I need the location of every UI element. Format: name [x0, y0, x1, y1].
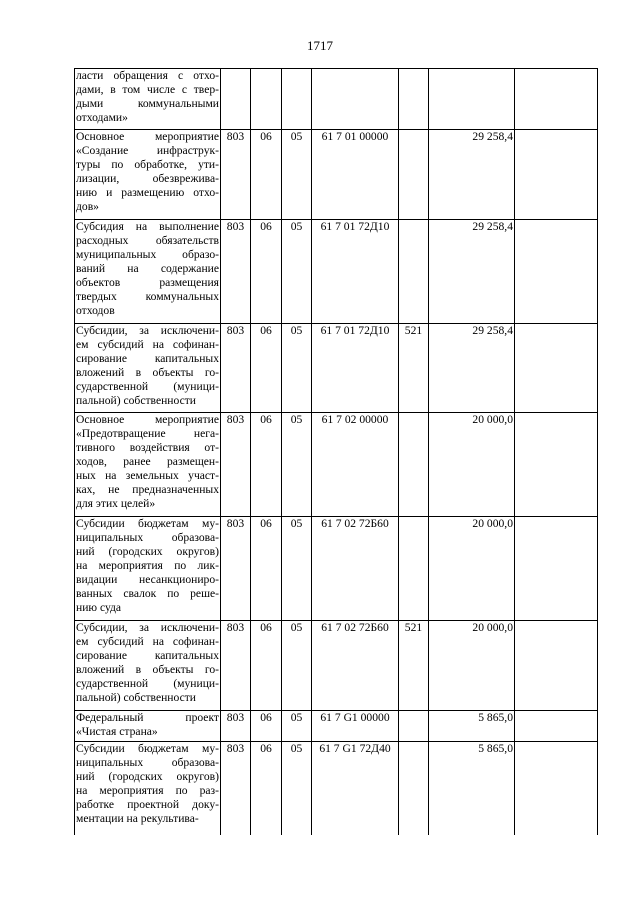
row-name-line: «Предотвращение нега- [76, 427, 219, 440]
row-name-line: ласти обращения с отхо- [76, 69, 219, 82]
row-name-line: отходами» [76, 111, 128, 124]
budget-table [74, 68, 598, 835]
section-code-cell: 06 [251, 130, 282, 220]
row-name-cell [75, 130, 221, 220]
amount-cell: 29 258,4 [429, 220, 515, 324]
page-number: 1717 [307, 38, 333, 53]
target-article-cell: 61 7 02 72Б60 [312, 517, 399, 621]
target-article-cell: 61 7 01 72Д10 [312, 324, 399, 413]
ministry-code-cell: 803 [221, 413, 251, 517]
target-article-cell [312, 69, 399, 130]
section-code-cell: 06 [251, 711, 282, 742]
row-name-line: ных на земельных участ- [76, 469, 219, 482]
section-code-cell: 06 [251, 621, 282, 711]
row-name-line: ках, не предназначенных [76, 483, 219, 496]
amount-cell: 5 865,0 [429, 742, 515, 835]
amount-extra-cell [515, 324, 598, 413]
expense-type-cell [399, 711, 429, 742]
row-name-line: «Чистая страна» [76, 725, 158, 738]
row-name-line: туры по обработке, ути- [76, 158, 219, 171]
row-name-cell [75, 621, 221, 711]
target-article-cell: 61 7 G1 00000 [312, 711, 399, 742]
row-name-line: ваний на содержание [76, 262, 219, 275]
row-name-line: сирование капитальных [76, 649, 219, 662]
ministry-code-cell: 803 [221, 517, 251, 621]
table-row [75, 130, 598, 220]
amount-extra-cell [515, 130, 598, 220]
section-code-cell: 06 [251, 517, 282, 621]
section-code-cell: 06 [251, 413, 282, 517]
amount-cell: 20 000,0 [429, 621, 515, 711]
amount-extra-cell [515, 220, 598, 324]
table-row [75, 413, 598, 517]
row-name-line: дами, в том числе с твер- [76, 83, 219, 96]
expense-type-cell [399, 742, 429, 835]
amount-cell: 5 865,0 [429, 711, 515, 742]
expense-type-cell [399, 130, 429, 220]
amount-cell: 20 000,0 [429, 517, 515, 621]
expense-type-cell: 521 [399, 324, 429, 413]
row-name-line: на мероприятия по раз- [76, 784, 219, 797]
subsection-code-cell: 05 [282, 413, 312, 517]
expense-type-cell [399, 220, 429, 324]
subsection-code-cell: 05 [282, 742, 312, 835]
row-name-line: нию и размещению отхо- [76, 186, 219, 199]
row-name-line: сирование капитальных [76, 352, 219, 365]
row-name-line: муниципальных образо- [76, 248, 219, 261]
ministry-code-cell: 803 [221, 220, 251, 324]
amount-extra-cell [515, 742, 598, 835]
subsection-code-cell: 05 [282, 621, 312, 711]
section-code-cell: 06 [251, 742, 282, 835]
amount-cell [429, 69, 515, 130]
row-name-line: сударственной (муници- [76, 677, 219, 690]
expense-type-cell [399, 517, 429, 621]
row-name-line: ем субсидий на софинан- [76, 635, 219, 648]
row-name-line: Субсидии, за исключени- [76, 324, 219, 337]
row-name-line: ниципальных образова- [76, 531, 219, 544]
target-article-cell: 61 7 01 00000 [312, 130, 399, 220]
row-name-cell [75, 413, 221, 517]
row-name-line: вложений в объекты го- [76, 663, 219, 676]
table-row [75, 517, 598, 621]
ministry-code-cell: 803 [221, 621, 251, 711]
subsection-code-cell: 05 [282, 711, 312, 742]
row-name-line: ниципальных образова- [76, 756, 219, 769]
row-name-line: ем субсидий на софинан- [76, 338, 219, 351]
subsection-code-cell: 05 [282, 517, 312, 621]
expense-type-cell: 521 [399, 621, 429, 711]
target-article-cell: 61 7 02 00000 [312, 413, 399, 517]
amount-extra-cell [515, 69, 598, 130]
row-name-line: Субсидия на выполнение [76, 220, 219, 233]
subsection-code-cell: 05 [282, 324, 312, 413]
row-name-line: Субсидии, за исключени- [76, 621, 219, 634]
row-name-line: пальной) собственности [76, 394, 197, 407]
table-row [75, 621, 598, 711]
row-name-line: ний (городских округов) [76, 545, 219, 558]
row-name-line: тивного воздействия от- [76, 441, 219, 454]
row-name-line: ходов, ранее размещен- [76, 455, 219, 468]
row-name-line: для этих целей» [76, 497, 156, 510]
row-name-line: расходных обязательств [76, 234, 219, 247]
row-name-line: на мероприятия по лик- [76, 559, 219, 572]
row-name-line: работке проектной доку- [76, 798, 219, 811]
amount-cell: 20 000,0 [429, 413, 515, 517]
subsection-code-cell [282, 69, 312, 130]
row-name-cell [75, 711, 221, 742]
ministry-code-cell: 803 [221, 742, 251, 835]
row-name-line: Основное мероприятие [76, 413, 219, 426]
row-name-cell [75, 220, 221, 324]
row-name-line: «Создание инфраструк- [76, 144, 219, 157]
row-name-line: вложений в объекты го- [76, 366, 219, 379]
row-name-cell [75, 69, 221, 130]
amount-extra-cell [515, 711, 598, 742]
row-name-line: дов» [76, 200, 99, 213]
table-row [75, 711, 598, 742]
row-name-line: сударственной (муници- [76, 380, 219, 393]
row-name-line: ний (городских округов) [76, 770, 219, 783]
section-code-cell: 06 [251, 220, 282, 324]
row-name-line: объектов размещения [76, 276, 219, 289]
row-name-cell [75, 742, 221, 835]
expense-type-cell [399, 69, 429, 130]
row-name-line: твердых коммунальных [76, 290, 219, 303]
amount-extra-cell [515, 621, 598, 711]
row-name-line: отходов [76, 304, 115, 317]
amount-extra-cell [515, 413, 598, 517]
row-name-line: дыми коммунальными [76, 97, 219, 110]
table-row [75, 220, 598, 324]
amount-cell: 29 258,4 [429, 130, 515, 220]
row-name-cell [75, 324, 221, 413]
row-name-line: пальной) собственности [76, 691, 197, 704]
row-name-line: Федеральный проект [76, 711, 219, 724]
row-name-line: Основное мероприятие [76, 130, 219, 143]
subsection-code-cell: 05 [282, 130, 312, 220]
row-name-line: видации несанкциониро- [76, 573, 219, 586]
row-name-line: нию суда [76, 601, 122, 614]
row-name-line: ментации на рекультива- [76, 812, 199, 825]
table-row [75, 324, 598, 413]
section-code-cell: 06 [251, 324, 282, 413]
target-article-cell: 61 7 02 72Б60 [312, 621, 399, 711]
table-row [75, 69, 598, 130]
ministry-code-cell: 803 [221, 130, 251, 220]
expense-type-cell [399, 413, 429, 517]
ministry-code-cell [221, 69, 251, 130]
row-name-line: лизации, обезврежива- [76, 172, 219, 185]
subsection-code-cell: 05 [282, 220, 312, 324]
row-name-line: Субсидии бюджетам му- [76, 742, 219, 755]
table-row [75, 742, 598, 835]
row-name-cell [75, 517, 221, 621]
amount-cell: 29 258,4 [429, 324, 515, 413]
amount-extra-cell [515, 517, 598, 621]
section-code-cell [251, 69, 282, 130]
target-article-cell: 61 7 G1 72Д40 [312, 742, 399, 835]
ministry-code-cell: 803 [221, 711, 251, 742]
target-article-cell: 61 7 01 72Д10 [312, 220, 399, 324]
row-name-line: ванных свалок по реше- [76, 587, 219, 600]
ministry-code-cell: 803 [221, 324, 251, 413]
row-name-line: Субсидии бюджетам му- [76, 517, 219, 530]
